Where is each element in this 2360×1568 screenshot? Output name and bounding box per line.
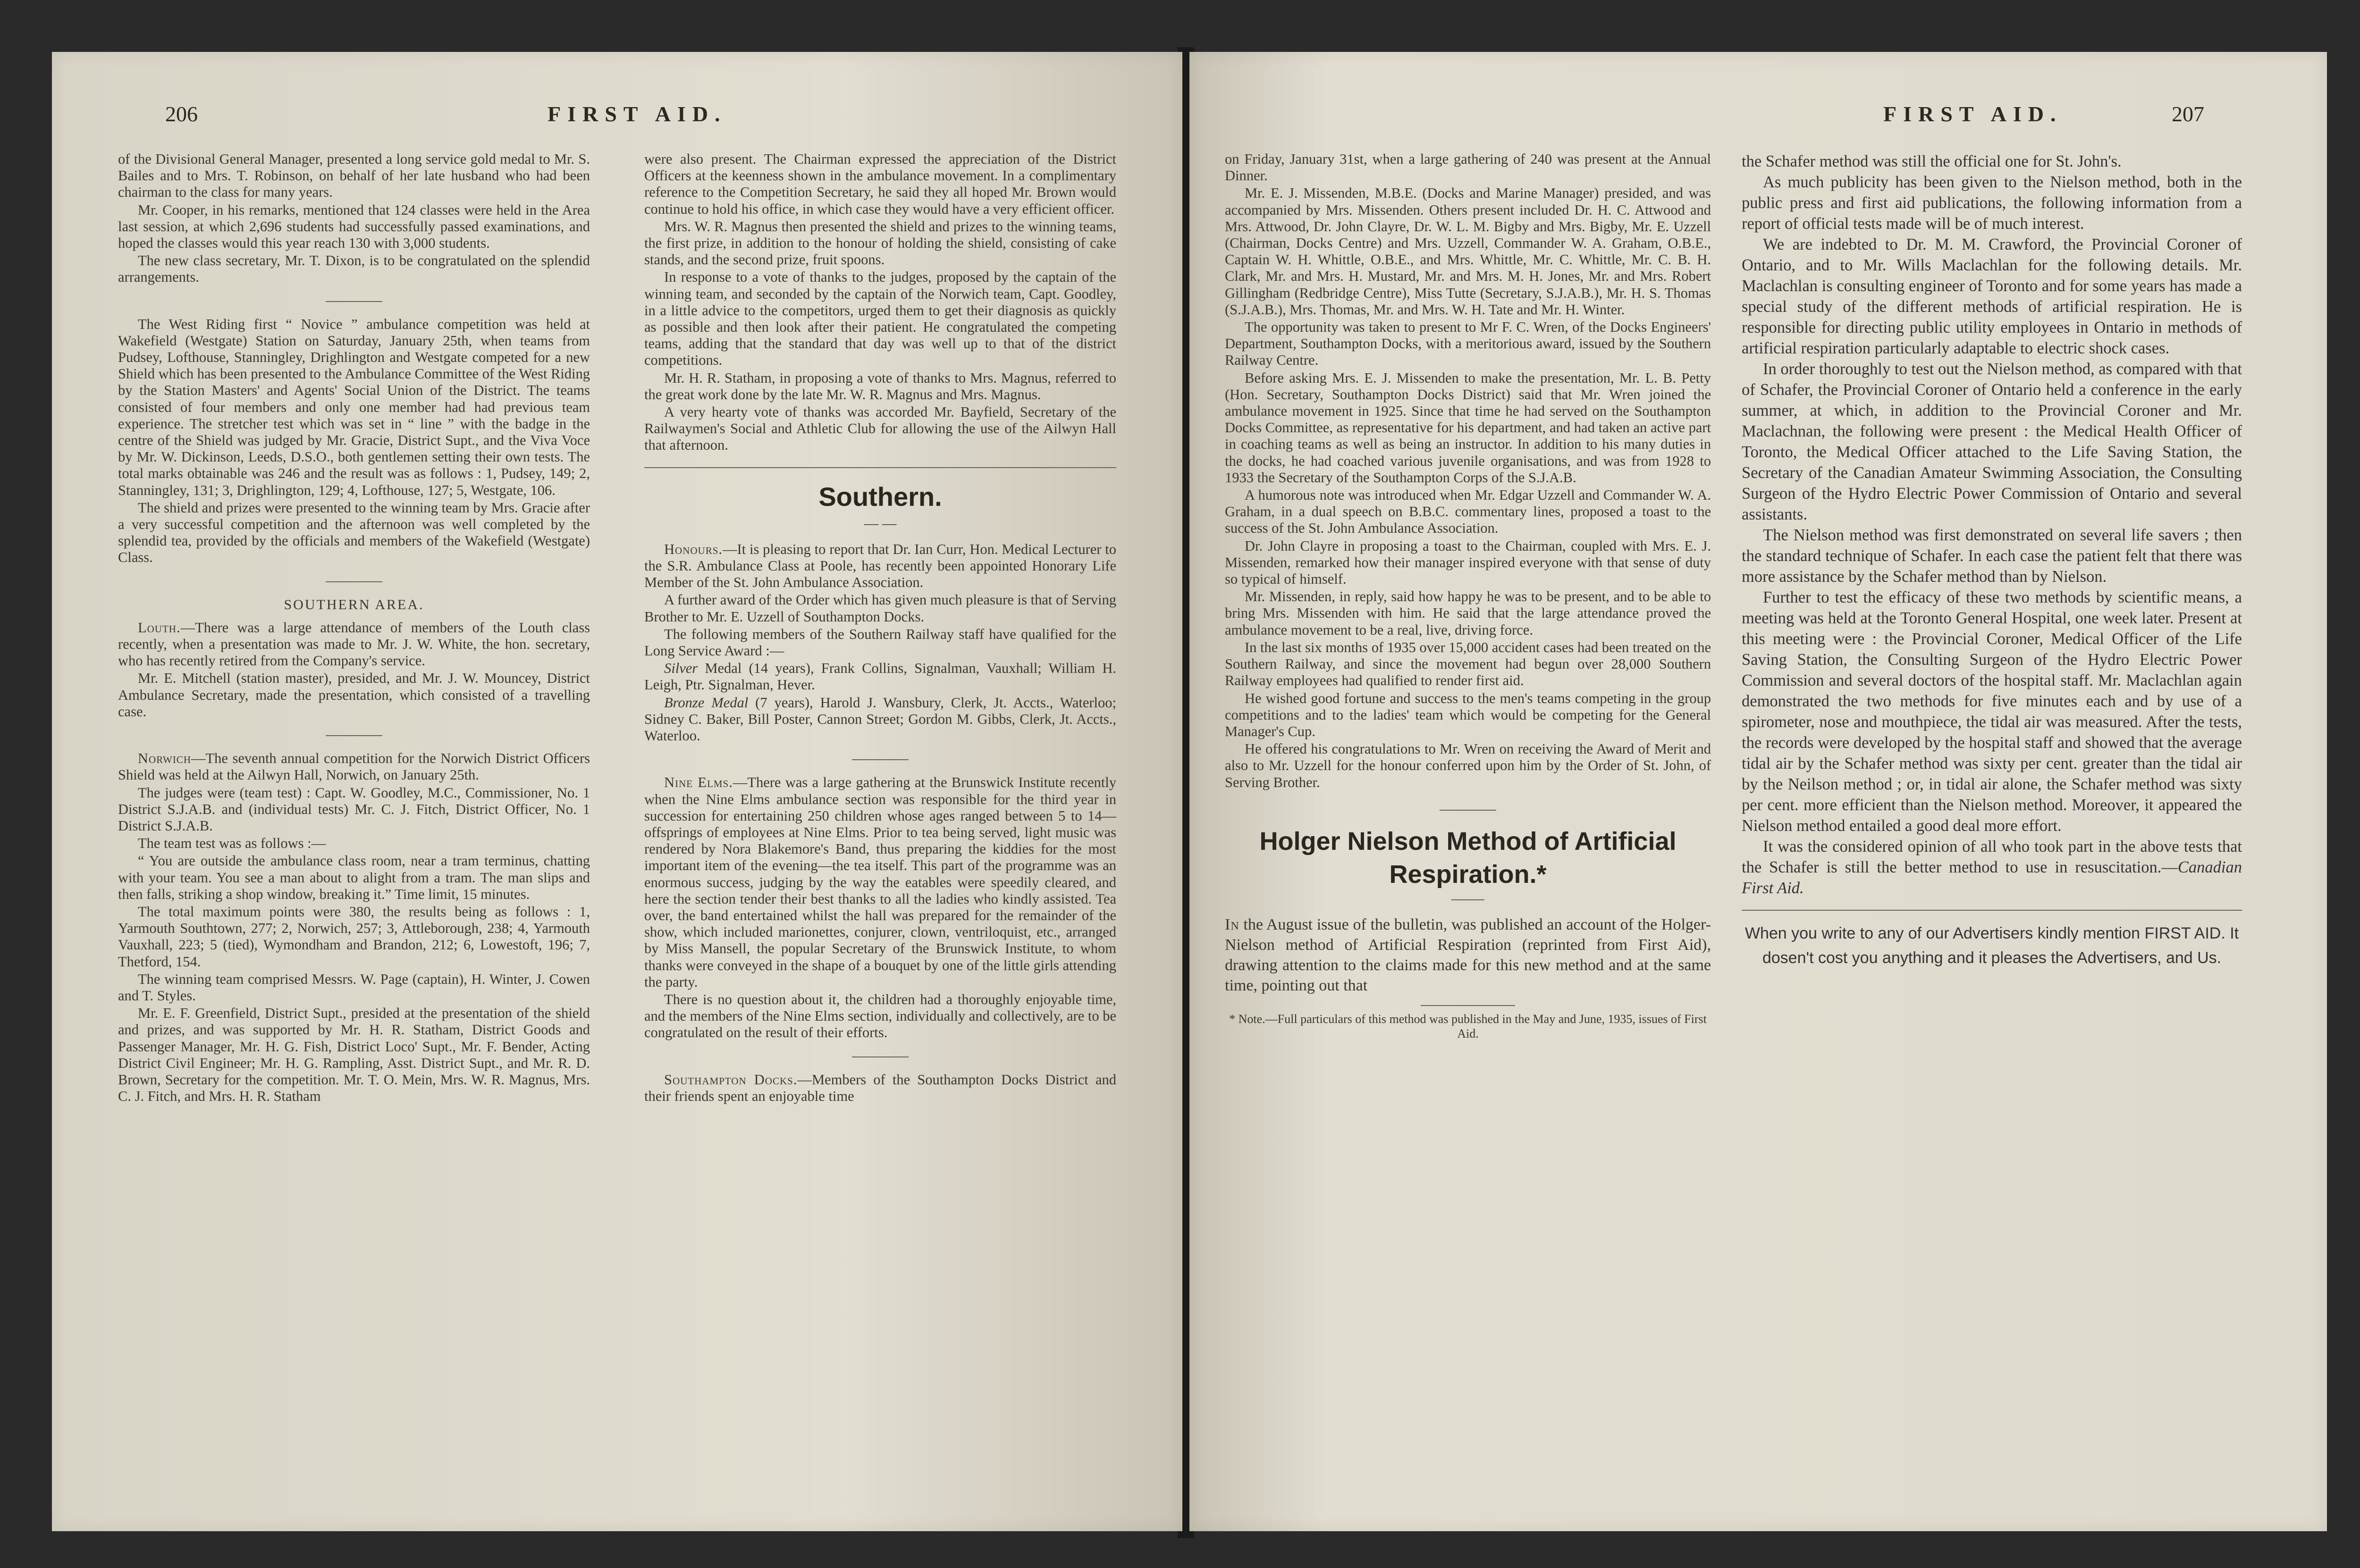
right-column-1 [1225,151,1711,1041]
paragraph: Mr. Cooper, in his remarks, mentioned that 124 classes were held in the Area last session, at which 2,696 students had successfully passed examinations, and hoped the classes would this year reach 130 with 3,000 students. [118,201,590,252]
paragraph: were also present. The Chairman expressed the appreciation of the District Officers at the keenness shown in the ambulance movement. In a complimentary reference to the Competition Secretary, he said they all hoped Mr. Brown would continue to hold his office, in which case they would have a very efficient officer. [644,151,1116,217]
run-in-lead: Nine Elms. [664,774,733,791]
run-in-lead: Southampton Docks. [664,1071,798,1088]
divider [1440,810,1496,811]
paragraph: Nine Elms.—There was a large gathering at the Brunswick Institute recently when the Nine Elms ambulance section was responsible for the third year in succession for entertaining 250 children whose ages ranged between 5 to 14—offsprings of employees at Nine Elms. Prior to tea being served, light music was rendered by Nora Blakemore's Band, thus preparing the kiddies for the most important item of the evening—the tea itself. This part of the programme was an enormous success, judging by the way the eatables were speedily cleared, and here the section tender their best thanks to all the ladies who kindly assisted. Tea over, the band entertained whilst the hall was prepared for the remainder of the show, which included marionettes, conjurer, clown, ventriloquist, etc., arranged by Miss Mansell, the popular Secretary of the Brunswick Institute, to whom thanks were conveyed in the shape of a bouquet by one of the little girls attending the party. [644,774,1116,990]
heading-dash: — — [864,515,897,531]
paragraph: Mrs. W. R. Magnus then presented the shield and prizes to the winning teams, the first prize, in addition to the honour of holding the shield, consisting of cake stands, and the second prize, fruit spoons. [644,218,1116,268]
drop-lead: In [1225,915,1239,933]
page-number: 206 [165,102,198,126]
advertiser-notice: When you write to any of our Advertisers kindly mention FIRST AID. It dosen't cost you anything and it pleases the Advertisers, and Us. [1745,924,2239,967]
left-page [52,52,1182,1531]
divider [326,581,382,582]
left-column-2 [644,151,1116,1106]
paragraph: Silver Medal (14 years), Frank Collins, Signalman, Vauxhall; William H. Leigh, Ptr. Signalman, Hever. [644,660,1116,693]
divider [1451,899,1484,900]
divider [644,467,1116,468]
right-page [1189,52,2327,1531]
paragraph: A further award of the Order which has given much pleasure is that of Serving Brother to Mr. E. Uzzell of Southampton Docks. [644,592,1116,625]
footnote: * Note.—Full particulars of this method was published in the May and June, 1935, issues of First Aid. [1229,1012,1707,1040]
divider [326,301,382,302]
running-title: FIRST AID. [1883,102,2063,126]
running-title: FIRST AID. [548,102,727,126]
run-in-lead: Louth. [138,619,181,636]
source-credit: Canadian First Aid. [1742,858,2242,897]
page-number: 207 [2172,102,2204,126]
paragraph: A humorous note was introduced when Mr. Edgar Uzzell and Commander W. A. Graham, in a dual speech on B.B.C. commentary lines, proposed a toast to the success of the St. John Ambulance Association. [1225,487,1711,537]
footnote-rule [1421,1005,1515,1006]
paragraph: Before asking Mrs. E. J. Missenden to make the presentation, Mr. L. B. Petty (Hon. Secretary, Southampton Docks District) said that Mr. Wren joined the ambulance movement in 1925. Since that time he had served on the Southampton Docks Committee, as representative for his department, and had taken an active part in coaching teams as well as being an instructor. In addition to his many duties in the docks, he had coached various juvenile organisations, and was from 1928 to 1933 the Secretary of the Southampton Corps of the S.J.A.B. [1225,369,1711,486]
paragraph: The judges were (team test) : Capt. W. Goodley, M.C., Commissioner, No. 1 District S.J.A.B. and (individual tests) Mr. C. J. Fitch, District Officer, No. 1 District S.J.A.B. [118,784,590,834]
paragraph: The Nielson method was first demonstrated on several life savers ; then the standard technique of Schafer. In each case the patient felt that there was more assistance by the Schafer method than by Nielson. [1742,526,2242,586]
paragraph: In response to a vote of thanks to the judges, proposed by the captain of the winning team, and seconded by the captain of the Norwich team, Capt. Goodley, in a little advice to the competitors, urged them to get their diagnosis as quickly as possible and then look after their patient. He congratulated the competing teams, adding that the standard that day was well up to that of the district competitions. [644,269,1116,369]
left-column-1 [118,151,590,1106]
paragraph: The winning team comprised Messrs. W. Page (captain), H. Winter, J. Cowen and T. Styles. [118,971,590,1004]
paragraph: the Schafer method was still the official one for St. John's. [1742,152,2122,170]
paragraph: It was the considered opinion of all who took part in the above tests that the Schafer is still the better method to use in resuscitation.—Canadian First Aid. [1742,838,2242,897]
paragraph: Mr. H. R. Statham, in proposing a vote of thanks to Mrs. Magnus, referred to the great work done by the late Mr. W. R. Magnus and Mrs. Magnus. [644,369,1116,402]
paragraph: The shield and prizes were presented to the winning team by Mrs. Gracie after a very successful competition and the afternoon was well completed by the splendid tea, provided by the officials and members of the Wakefield (Westgate) Class. [118,499,590,566]
paragraph: We are indebted to Dr. M. M. Crawford, the Provincial Coroner of Ontario, and to Mr. Wills Maclachlan for the following details. Mr. Maclachlan is consulting engineer of Toronto and for some years has made a special study of the different methods of artificial respiration. He is responsible for directing public utility employees in Ontario in methods of artificial respiration particularly adaptable to electric shock cases. [1742,235,2242,357]
paragraph: He offered his congratulations to Mr. Wren on receiving the Award of Merit and also to Mr. Uzzell for the honour conferred upon him by the Order of St. John, of Serving Brother. [1225,741,1711,790]
paragraph: In the August issue of the bulletin, was published an account of the Holger-Nielson method of Artificial Respiration (reprinted from First Aid), drawing attention to the claims made for this new method and at the same time, pointing out that [1225,915,1711,994]
subheading: SOUTHERN AREA. [284,596,424,612]
paragraph: Honours.—It is pleasing to report that Dr. Ian Curr, Hon. Medical Lecturer to the S.R. Ambulance Class at Poole, has recently been appointed Honorary Life Member of the St. John Ambulance Association. [644,541,1116,591]
paragraph: “ You are outside the ambulance class room, near a tram terminus, chatting with your team. You see a man about to alight from a tram. The man slips and then falls, striking a shop window, breaking it.” Time limit, 15 minutes. [118,853,590,902]
paragraph: Further to test the efficacy of these two methods by scientific means, a meeting was held at the Toronto General Hospital, one week later. Present at this meeting were : the Provincial Coroner, Medical Officer of the Life Saving Station, the Consulting Surgeon of the Hydro Electric Power Commission and several doctors of the hospital staff. Mr. Maclachlan again demonstrated the two methods for five minutes each and by use of a spirometer, nose and mouthpiece, the tidal air was measured. After the tests, the records were developed by the hospital staff and showed that the average tidal air by the Schafer method was sixty per cent. greater than the tidal air by the Neilson method ; or, in tidal air alone, the Schafer method was sixty per cent. more efficient than the Nielson method. Moreover, it appeared the Nielson method entailed a good deal more effort. [1742,588,2242,835]
paragraph: In order thoroughly to test out the Nielson method, as compared with that of Schafer, the Provincial Coroner of Ontario held a conference in the early summer, at which, in addition to the Provincial Coroner and Mr. Maclachnan, the following were present : the Medical Health Officer of Toronto, the Medical Officer attached to the Life Saving Station, the Secretary of the Canadian Amateur Swimming Association, the Consulting Surgeon of the Hydro Electric Power Commission of Ontario and several assistants. [1742,360,2242,523]
divider [326,735,382,736]
paragraph: on Friday, January 31st, when a large gathering of 240 was present at the Annual Dinner. [1225,151,1711,184]
paragraph: Mr. E. Mitchell (station master), presided, and Mr. J. W. Mouncey, District Ambulance Secretary, made the presentation, which consisted of a travelling case. [118,670,590,720]
section-heading: Southern. [818,481,942,511]
paragraph: Mr. E. F. Greenfield, District Supt., presided at the presentation of the shield and prizes, and was supported by Mr. H. R. Statham, District Goods and Passenger Manager, Mr. H. G. Fish, District Loco' Supt., Mr. F. Bender, Acting District Civil Engineer; Mr. H. G. Rampling, Asst. District Supt., and Mr. R. D. Brown, Secretary for the competition. Mr. T. O. Mein, Mrs. W. R. Magnus, Mrs. C. J. Fitch, and Mrs. H. R. Statham [118,1005,590,1105]
paragraph: The West Riding first “ Novice ” ambulance competition was held at Wakefield (Westgate) Station on Saturday, January 25th, when teams from Pudsey, Lofthouse, Stanningley, Drighlington and Westgate competed for a new Shield which has been presented to the Ambulance Committee of the West Riding by the Station Masters' and Agents' Social Union of the District. The teams consisted of four members and only one member had had previous team experience. The stretcher test which was set in “ line ” with the badge in the centre of the Shield was judged by Mr. Gracie, District Supt., and the Viva Voce by Mr. W. Dickinson, Leeds, D.S.O., both gentlemen setting their own tests. The total marks obtainable was 246 and the result was as follows : 1, Pudsey, 149; 2, Stanningley, 131; 3, Drighlington, 129; 4, Lofthouse, 127; 5, Westgate, 106. [118,316,590,498]
italic-lead: Silver [664,660,698,677]
running-head [1661,101,2204,144]
paragraph: Southampton Docks.—Members of the Southampton Docks District and their friends spent an enjoyable time [644,1071,1116,1104]
divider [852,759,909,760]
paragraph: Bronze Medal (7 years), Harold J. Wansbury, Clerk, Jt. Accts., Waterloo; Sidney C. Baker, Bill Poster, Cannon Street; Gordon M. Gibbs, Clerk, Jt. Accts., Waterloo. [644,694,1116,744]
paragraph: A very hearty vote of thanks was accorded Mr. Bayfield, Secretary of the Railwaymen's Social and Athletic Club for allowing the use of the Ailwyn Hall that afternoon. [644,404,1116,453]
divider [1742,910,2242,911]
run-in-lead: Norwich [138,750,192,767]
paragraph: There is no question about it, the children had a thoroughly enjoyable time, and the members of the Nine Elms section, individually and collectively, are to be congratulated on the result of their efforts. [644,991,1116,1041]
paragraph: The new class secretary, Mr. T. Dixon, is to be congratulated on the splendid arrangements. [118,252,590,285]
italic-lead: Bronze Medal [664,694,749,711]
right-column-2 [1742,151,2242,970]
running-head [165,101,1154,144]
paragraph: Norwich—The seventh annual competition for the Norwich District Officers Shield was held at the Ailwyn Hall, Norwich, on January 25th. [118,750,590,783]
paragraph: Dr. John Clayre in proposing a toast to the Chairman, coupled with Mrs. E. J. Missenden, remarked how their manager inspired everyone with that sense of duty so typical of himself. [1225,537,1711,587]
section-heading: Holger Nielson Method of Artificial Respiration.* [1259,827,1677,889]
paragraph: of the Divisional General Manager, presented a long service gold medal to Mr. S. Bailes and to Mrs. T. Robinson, on behalf of her late husband who had been chairman to the class for many years. [118,151,590,201]
run-in-lead: Honours. [664,541,723,557]
paragraph: As much publicity has been given to the Nielson method, both in the public press and first aid publications, the following information from a report of official tests made will be of much interest. [1742,173,2242,233]
paragraph: The team test was as follows :— [138,835,326,852]
paragraph: The following members of the Southern Railway staff have qualified for the Long Service Award :— [644,626,1116,659]
paragraph: Louth.—There was a large attendance of members of the Louth class recently, when a presentation was made to Mr. J. W. White, the hon. secretary, who has recently retired from the Company's service. [118,619,590,669]
paragraph: In the last six months of 1935 over 15,000 accident cases had been treated on the Southern Railway, and since the movement had begun over 28,000 Southern Railway employees had qualified to render first aid. [1225,639,1711,689]
paragraph: He wished good fortune and success to the men's teams competing in the group competitions and to the ladies' team which would be competing for the General Manager's Cup. [1225,690,1711,739]
paragraph: The total maximum points were 380, the results being as follows : 1, Yarmouth Southtown, 277; 2, Norwich, 257; 3, Attleborough, 238; 4, Yarmouth Vauxhall, 223; 5 (tied), Wymondham and Brandon, 212; 6, Lowestoft, 196; 7, Thetford, 154. [118,903,590,970]
paragraph: The opportunity was taken to present to Mr F. C. Wren, of the Docks Engineers' Department, Southampton Docks, with a meritorious award, issued by the Southern Railway Centre. [1225,319,1711,369]
paragraph: Mr. E. J. Missenden, M.B.E. (Docks and Marine Manager) presided, and was accompanied by Mrs. Missenden. Others present included Dr. H. C. Attwood and Mrs. Attwood, Dr. John Clayre, Dr. W. L. M. Bigby and Mrs. Bigby, Mr. E. Uzzell (Chairman, Docks Centre) and Mrs. Uzzell, Commander W. A. Graham, O.B.E., Captain W. H. Whittle, O.B.E., and Mrs. Whittle, Mr. C. Whittle, Mr. C. B. H. Clark, Mr. and Mrs. H. Mustard, Mr. and Mrs. M. H. Jones, Mr. and Mrs. Robert Gillingham (Redbridge Centre), Miss Tutte (Secretary, S.J.A.B.), Mr. H. S. Thomas (S.J.A.B.), Mrs. Thomas, Mr. and Mrs. W. H. Tate and Mr. H. Winter. [1225,185,1711,318]
paragraph: Mr. Missenden, in reply, said how happy he was to be present, and to be able to bring Mrs. Missenden with him. He said that the large attendance proved the ambulance movement to be a real, live, driving force. [1225,588,1711,638]
